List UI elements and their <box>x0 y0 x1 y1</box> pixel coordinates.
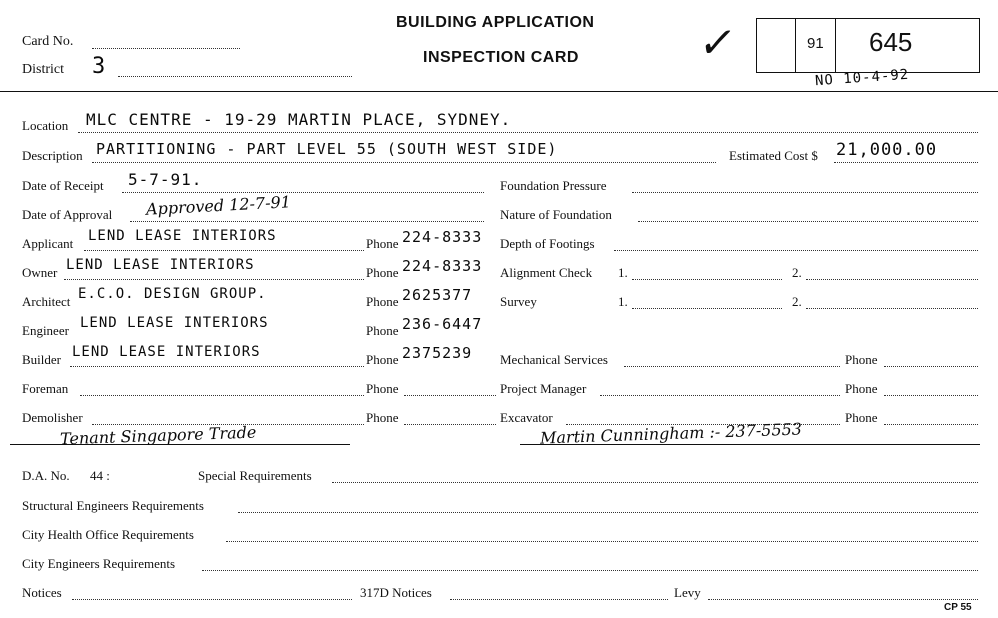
owner-label: Owner <box>22 265 58 280</box>
date-approval-value: Approved 12-7-91 <box>145 192 292 219</box>
checkmark-icon: ✓ <box>695 18 740 67</box>
mechanical-line <box>624 366 840 367</box>
mechanical-phone-line <box>884 366 978 367</box>
notices-label: Notices <box>22 585 62 600</box>
owner-phone-label: Phone <box>366 265 399 280</box>
mechanical-phone-label: Phone <box>845 352 878 367</box>
architect-phone-value: 2625377 <box>402 286 473 304</box>
applicant-phone-value: 224-8333 <box>402 228 483 246</box>
excavator-phone-label: Phone <box>845 410 878 425</box>
special-requirements-label: Special Requirements <box>198 468 312 483</box>
application-number-box <box>756 18 980 73</box>
excavator-phone-line <box>884 424 978 425</box>
top-divider <box>0 91 998 92</box>
builder-phone-value: 2375239 <box>402 344 473 362</box>
engineer-phone-label: Phone <box>366 323 399 338</box>
alignment-line2 <box>806 279 978 280</box>
box-number: 645 <box>869 27 913 57</box>
location-label: Location <box>22 118 69 133</box>
form-code: CP 55 <box>944 602 972 613</box>
builder-label: Builder <box>22 352 61 367</box>
engineers-requirements-line <box>202 570 978 571</box>
box-year: 91 <box>807 35 824 52</box>
architect-phone-label: Phone <box>366 294 399 309</box>
survey-num2: 2. <box>792 294 802 309</box>
builder-line <box>70 366 364 367</box>
architect-label: Architect <box>22 294 71 309</box>
contact-note: Martin Cunningham :- 237-5553 <box>539 419 803 448</box>
depth-footings-label: Depth of Footings <box>500 236 595 251</box>
description-value: PARTITIONING - PART LEVEL 55 (SOUTH WEST SIDE) <box>96 140 558 158</box>
foreman-line <box>80 395 364 396</box>
district-label: District <box>22 62 64 77</box>
engineer-value: LEND LEASE INTERIORS <box>80 315 269 331</box>
excavator-label: Excavator <box>500 410 553 425</box>
applicant-phone-label: Phone <box>366 236 399 251</box>
health-requirements-label: City Health Office Requirements <box>22 527 194 542</box>
architect-value: E.C.O. DESIGN GROUP. <box>78 286 267 302</box>
structural-requirements-label: Structural Engineers Requirements <box>22 498 204 513</box>
nature-foundation-label: Nature of Foundation <box>500 207 612 222</box>
notices-317d-label: 317D Notices <box>360 585 432 600</box>
engineer-label: Engineer <box>22 323 69 338</box>
survey-num1: 1. <box>618 294 628 309</box>
location-value: MLC CENTRE - 19-29 MARTIN PLACE, SYDNEY. <box>86 110 512 129</box>
demolisher-label: Demolisher <box>22 410 83 425</box>
applicant-line <box>84 250 364 251</box>
owner-line <box>64 279 364 280</box>
description-label: Description <box>22 148 83 163</box>
special-requirements-line <box>332 482 978 483</box>
notices-317d-line <box>450 599 668 600</box>
demolisher-phone-label: Phone <box>366 410 399 425</box>
builder-phone-label: Phone <box>366 352 399 367</box>
mechanical-services-label: Mechanical Services <box>500 352 608 367</box>
alignment-num2: 2. <box>792 265 802 280</box>
location-line <box>78 132 978 133</box>
owner-phone-value: 224-8333 <box>402 257 483 275</box>
alignment-num1: 1. <box>618 265 628 280</box>
estimated-cost-value: 21,000.00 <box>836 140 938 160</box>
engineer-phone-value: 236-6447 <box>402 315 483 333</box>
survey-line2 <box>806 308 978 309</box>
tenant-note: Tenant Singapore Trade <box>59 422 257 449</box>
builder-value: LEND LEASE INTERIORS <box>72 344 261 360</box>
project-manager-phone-label: Phone <box>845 381 878 396</box>
health-requirements-line <box>226 541 978 542</box>
district-line <box>118 76 352 77</box>
estimated-cost-line <box>834 162 978 163</box>
card-no-line <box>92 48 240 49</box>
foreman-phone-label: Phone <box>366 381 399 396</box>
date-receipt-value: 5-7-91. <box>128 170 203 189</box>
estimated-cost-label: Estimated Cost $ <box>729 148 818 163</box>
foundation-pressure-line <box>632 192 978 193</box>
project-manager-label: Project Manager <box>500 381 587 396</box>
survey-label: Survey <box>500 294 537 309</box>
date-approval-label: Date of Approval <box>22 207 113 222</box>
demolisher-phone-line <box>404 424 496 425</box>
description-line <box>92 162 716 163</box>
foreman-label: Foreman <box>22 381 69 396</box>
owner-value: LEND LEASE INTERIORS <box>66 257 255 273</box>
alignment-line1 <box>632 279 782 280</box>
depth-footings-line <box>614 250 978 251</box>
date-receipt-line <box>122 192 484 193</box>
alignment-check-label: Alignment Check <box>500 265 593 280</box>
project-manager-phone-line <box>884 395 978 396</box>
levy-line <box>708 599 978 600</box>
engineers-requirements-label: City Engineers Requirements <box>22 556 176 571</box>
title-building-application: BUILDING APPLICATION <box>396 14 595 31</box>
applicant-value: LEND LEASE INTERIORS <box>88 228 277 244</box>
card-no-label: Card No. <box>22 34 74 49</box>
applicant-label: Applicant <box>22 236 74 251</box>
foundation-pressure-label: Foundation Pressure <box>500 178 607 193</box>
da-no-label: D.A. No. <box>22 468 70 483</box>
structural-requirements-line <box>238 512 978 513</box>
project-manager-line <box>600 395 840 396</box>
da-no-value: 44 : <box>90 468 110 483</box>
foreman-phone-line <box>404 395 496 396</box>
title-inspection-card: INSPECTION CARD <box>423 49 579 66</box>
handwritten-ref-no: NO 10-4-92 <box>814 66 910 90</box>
date-receipt-label: Date of Receipt <box>22 178 104 193</box>
levy-label: Levy <box>674 585 701 600</box>
survey-line1 <box>632 308 782 309</box>
district-value: 3 <box>92 54 107 79</box>
nature-foundation-line <box>638 221 978 222</box>
notices-line <box>72 599 352 600</box>
date-approval-line <box>130 221 484 222</box>
